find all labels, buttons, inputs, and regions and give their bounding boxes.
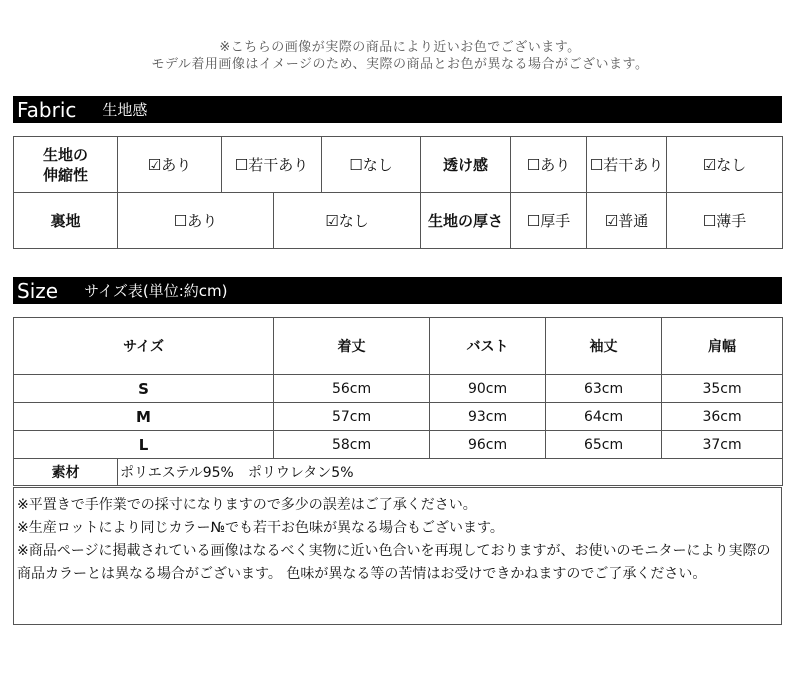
stretch-option-slight: ☐若干あり xyxy=(222,137,322,193)
size-header-shoulder: 肩幅 xyxy=(662,318,783,375)
size-title-en: Size xyxy=(17,278,59,303)
thickness-option-thin: ☐薄手 xyxy=(667,193,783,249)
table-row xyxy=(14,403,783,431)
size-section-header xyxy=(13,277,782,304)
note-line: ※生産ロットにより同じカラー№でも若干お色味が異なる場合もございます。 xyxy=(17,520,504,536)
thickness-option-thick: ☐厚手 xyxy=(511,193,587,249)
material-label: 素材 xyxy=(14,459,118,486)
size-header-length: 着丈 xyxy=(274,318,430,375)
stretch-label: 生地の 伸縮性 xyxy=(14,137,118,193)
fabric-table xyxy=(13,136,783,249)
lining-option-yes: ☐あり xyxy=(118,193,274,249)
size-header-bust: バスト xyxy=(430,318,546,375)
thickness-option-normal: ☑普通 xyxy=(587,193,667,249)
stretch-option-yes: ☑あり xyxy=(118,137,222,193)
bust-cell: 93cm xyxy=(430,403,546,431)
fabric-section-header xyxy=(13,96,782,123)
length-cell: 57cm xyxy=(274,403,430,431)
size-cell: M xyxy=(14,403,274,431)
sheer-option-yes: ☐あり xyxy=(511,137,587,193)
table-row xyxy=(14,375,783,403)
bust-cell: 96cm xyxy=(430,431,546,459)
shoulder-cell: 37cm xyxy=(662,431,783,459)
material-value: ポリエステル95% ポリウレタン5% xyxy=(118,459,783,486)
sleeve-cell: 65cm xyxy=(546,431,662,459)
shoulder-cell: 35cm xyxy=(662,375,783,403)
size-table xyxy=(13,317,783,486)
size-cell: L xyxy=(14,431,274,459)
measurement-notes xyxy=(13,487,782,625)
size-title-jp: サイズ表(単位:約cm) xyxy=(84,282,228,300)
table-row xyxy=(14,431,783,459)
sheer-option-none: ☑なし xyxy=(667,137,783,193)
color-notice-line1: ※こちらの画像が実際の商品により近いお色でございます。 xyxy=(219,40,581,55)
note-line: ※商品ページに掲載されている画像はなるべく実物に近い色合いを再現しておりますが、お使いのモニターにより実際の商品カラーとは異なる場合がございます。 色味が異なる等の苦情はお受けできかねますのでご了承ください。 xyxy=(17,543,771,582)
size-header-size: サイズ xyxy=(14,318,274,375)
stretch-option-none: ☐なし xyxy=(322,137,421,193)
sheer-option-slight: ☐若干あり xyxy=(587,137,667,193)
lining-option-none: ☑なし xyxy=(274,193,421,249)
lining-label: 裏地 xyxy=(14,193,118,249)
sheer-label: 透け感 xyxy=(421,137,511,193)
bust-cell: 90cm xyxy=(430,375,546,403)
fabric-title-en: Fabric xyxy=(17,97,77,122)
sleeve-cell: 63cm xyxy=(546,375,662,403)
note-line: ※平置きで手作業での採寸になりますので多少の誤差はご了承ください。 xyxy=(17,497,477,513)
size-cell: S xyxy=(14,375,274,403)
sleeve-cell: 64cm xyxy=(546,403,662,431)
size-header-sleeve: 袖丈 xyxy=(546,318,662,375)
color-notice-line2: モデル着用画像はイメージのため、実際の商品とお色が異なる場合がございます。 xyxy=(151,57,649,72)
length-cell: 58cm xyxy=(274,431,430,459)
fabric-title-jp: 生地感 xyxy=(102,101,148,119)
shoulder-cell: 36cm xyxy=(662,403,783,431)
length-cell: 56cm xyxy=(274,375,430,403)
thickness-label: 生地の厚さ xyxy=(421,193,511,249)
